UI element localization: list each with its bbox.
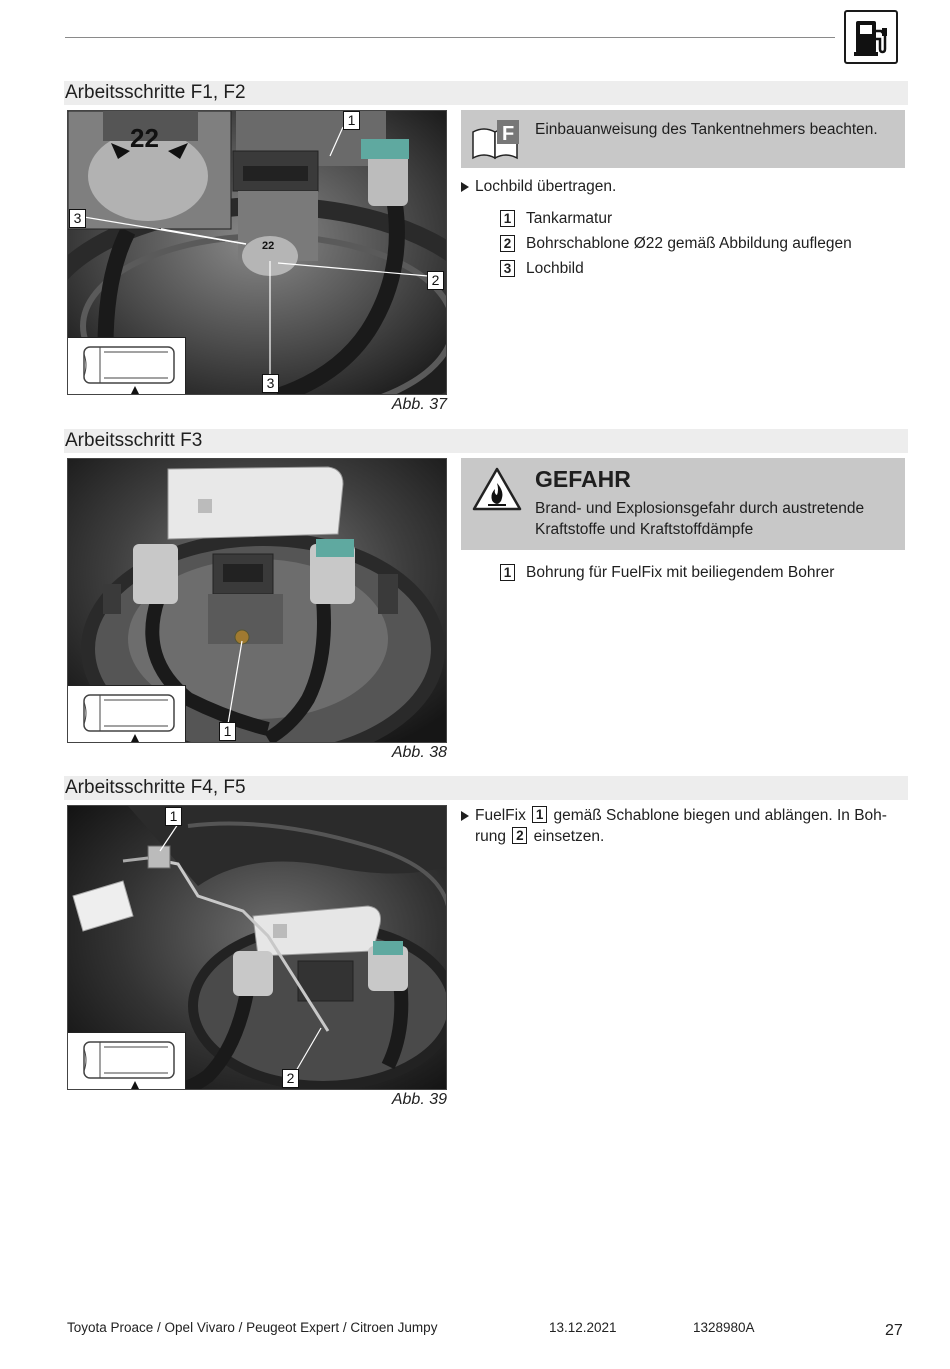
legend-number: 1 — [500, 564, 515, 581]
legend-item — [500, 233, 900, 254]
danger-text: Brand- und Explosionsgefahr durch austretende Kraftstoffe und Kraftstoffdämpfe — [535, 500, 865, 538]
inline-number: 1 — [532, 806, 547, 823]
legend-number: 3 — [500, 260, 515, 277]
page-number: 27 — [885, 1322, 903, 1339]
callout-1: 1 — [343, 111, 360, 130]
legend-item — [500, 562, 900, 583]
section-title-bar — [64, 429, 908, 453]
template-label-small: 22 — [262, 240, 275, 252]
legend-text: Lochbild — [526, 260, 584, 277]
footer-date: 13.12.2021 — [549, 1320, 617, 1335]
header-rule — [65, 37, 835, 38]
danger-title: GEFAHR — [535, 466, 631, 492]
legend-item — [500, 258, 900, 279]
danger-warning-box — [461, 458, 905, 550]
legend-number: 2 — [500, 235, 515, 252]
bullet-arrow-icon — [461, 182, 469, 192]
photo-abb-37 — [67, 110, 447, 395]
section-title: Arbeitsschritte F4, F5 — [65, 777, 246, 798]
instruction-text: Lochbild übertragen. — [475, 178, 617, 195]
manual-book-icon — [471, 118, 521, 160]
section-title-bar — [64, 81, 908, 105]
info-note-box — [461, 110, 905, 168]
van-orientation-inset — [68, 337, 186, 394]
van-top-view-icon — [68, 338, 186, 395]
figure-caption: Abb. 37 — [391, 396, 447, 413]
footer-vehicles: Toyota Proace / Opel Vivaro / Peugeot Expert / Citroen Jumpy — [67, 1320, 438, 1335]
instruction-line-1 — [475, 805, 887, 826]
footer-doc-number: 1328980A — [693, 1320, 755, 1335]
instruction-text: einsetzen. — [533, 828, 605, 845]
section-title-bar — [64, 776, 908, 800]
legend-item — [500, 208, 900, 229]
van-orientation-inset — [68, 1032, 186, 1089]
manual-badge-letter: F — [502, 123, 515, 145]
figure-caption: Abb. 38 — [391, 744, 447, 761]
photo-abb-38 — [67, 458, 447, 743]
legend-text: Tankarmatur — [526, 210, 613, 227]
legend-text: Bohrschablone Ø22 gemäß Abbildung auflegen — [526, 235, 852, 252]
van-orientation-inset — [68, 685, 186, 742]
template-label-large: 22 — [130, 123, 159, 153]
section-title: Arbeitsschritt F3 — [65, 430, 203, 451]
section-title: Arbeitsschritte F1, F2 — [65, 82, 246, 103]
callout-2: 2 — [282, 1069, 299, 1088]
instruction-line-2 — [475, 826, 604, 847]
fuel-pump-icon — [854, 19, 890, 57]
callout-1: 1 — [219, 722, 236, 741]
van-top-view-icon — [68, 1033, 186, 1090]
callout-2: 2 — [427, 271, 444, 290]
legend-number: 1 — [500, 210, 515, 227]
callout-3-lower: 3 — [262, 374, 279, 393]
fuel-pump-badge — [844, 10, 898, 64]
info-note-text: Einbauanweisung des Tankentnehmers beachten. — [535, 121, 878, 138]
instruction-text: FuelFix — [475, 807, 526, 824]
callout-1: 1 — [165, 807, 182, 826]
fire-warning-icon — [472, 467, 522, 511]
inline-number: 2 — [512, 827, 527, 844]
van-top-view-icon — [68, 686, 186, 743]
legend-text: Bohrung für FuelFix mit beiliegendem Bohrer — [526, 564, 835, 581]
photo-abb-39 — [67, 805, 447, 1090]
callout-3: 3 — [69, 209, 86, 228]
instruction-step — [461, 805, 901, 849]
instruction-text: gemäß Schablone biegen und ablängen. In Boh- — [553, 807, 887, 824]
bullet-arrow-icon — [461, 811, 469, 821]
instruction-text: rung — [475, 828, 507, 845]
figure-caption: Abb. 39 — [391, 1091, 447, 1108]
